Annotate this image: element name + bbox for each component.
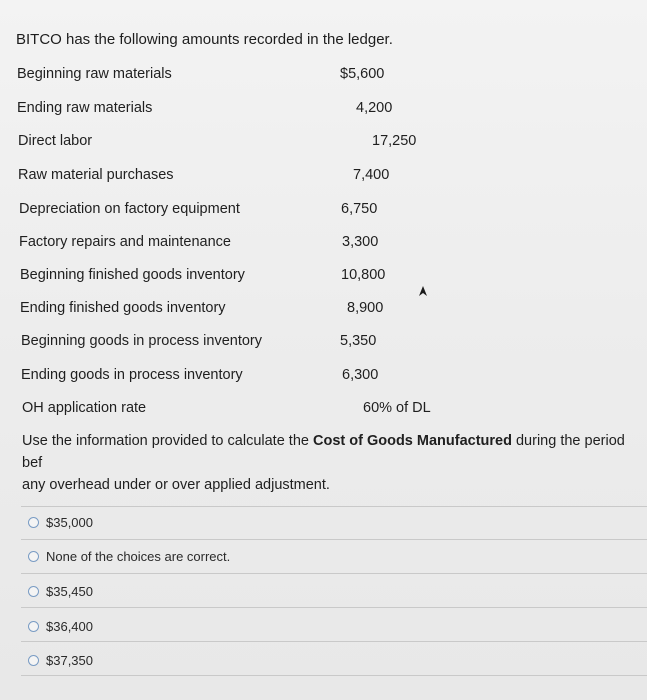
answer-choice[interactable]: [28, 546, 230, 566]
ledger-label: Beginning goods in process inventory: [21, 333, 263, 349]
ledger-value: 3,300: [342, 234, 379, 250]
ledger-label: Direct labor: [18, 133, 93, 149]
answer-choice-label: $36,400: [46, 618, 93, 634]
question-suffix: during the period bef: [22, 433, 625, 471]
divider: [21, 675, 647, 676]
ledger-value: 5,350: [340, 333, 377, 349]
answer-choice[interactable]: [28, 581, 93, 601]
radio-button[interactable]: [28, 655, 39, 666]
question-line-2: any overhead under or over applied adjustment.: [22, 477, 330, 493]
radio-button[interactable]: [28, 621, 39, 632]
intro-text: BITCO has the following amounts recorded in the ledger.: [16, 31, 393, 48]
ledger-value: $5,600: [340, 66, 385, 82]
answer-choice-label: $35,000: [46, 514, 93, 530]
divider: [21, 506, 647, 507]
mouse-pointer-icon: [416, 284, 430, 298]
divider: [21, 641, 647, 642]
ledger-label: OH application rate: [22, 400, 147, 416]
ledger-label: Beginning raw materials: [17, 66, 172, 82]
ledger-value: 7,400: [353, 167, 390, 183]
radio-button[interactable]: [28, 517, 39, 528]
divider: [21, 607, 647, 608]
question-prefix: Use the information provided to calculate the: [22, 433, 313, 449]
ledger-label: Factory repairs and maintenance: [19, 234, 231, 250]
ledger-value: 8,900: [347, 300, 384, 316]
answer-choice-label: None of the choices are correct.: [46, 548, 231, 564]
ledger-value: 6,300: [342, 367, 379, 383]
ledger-value: 10,800: [341, 267, 386, 283]
ledger-label: Ending finished goods inventory: [20, 300, 226, 316]
answer-choice[interactable]: [28, 616, 93, 636]
ledger-value: 6,750: [341, 201, 378, 217]
radio-button[interactable]: [28, 586, 39, 597]
answer-choice-label: $35,450: [46, 583, 93, 599]
radio-button[interactable]: [28, 551, 39, 562]
ledger-label: Ending goods in process inventory: [21, 367, 243, 383]
question-emphasis: Cost of Goods Manufactured: [312, 433, 512, 449]
answer-choice-label: $37,350: [46, 652, 93, 668]
ledger-value: 17,250: [372, 133, 417, 149]
divider: [21, 573, 647, 574]
ledger-label: Beginning finished goods inventory: [20, 267, 245, 283]
answer-choice[interactable]: [28, 512, 93, 532]
divider: [21, 539, 647, 540]
ledger-label: Ending raw materials: [17, 100, 153, 116]
ledger-label: Depreciation on factory equipment: [19, 201, 240, 217]
question-text: [22, 430, 646, 496]
ledger-label: Raw material purchases: [18, 167, 174, 183]
ledger-value: 4,200: [356, 100, 393, 116]
answer-choice[interactable]: [28, 650, 93, 670]
ledger-value: 60% of DL: [363, 400, 431, 416]
